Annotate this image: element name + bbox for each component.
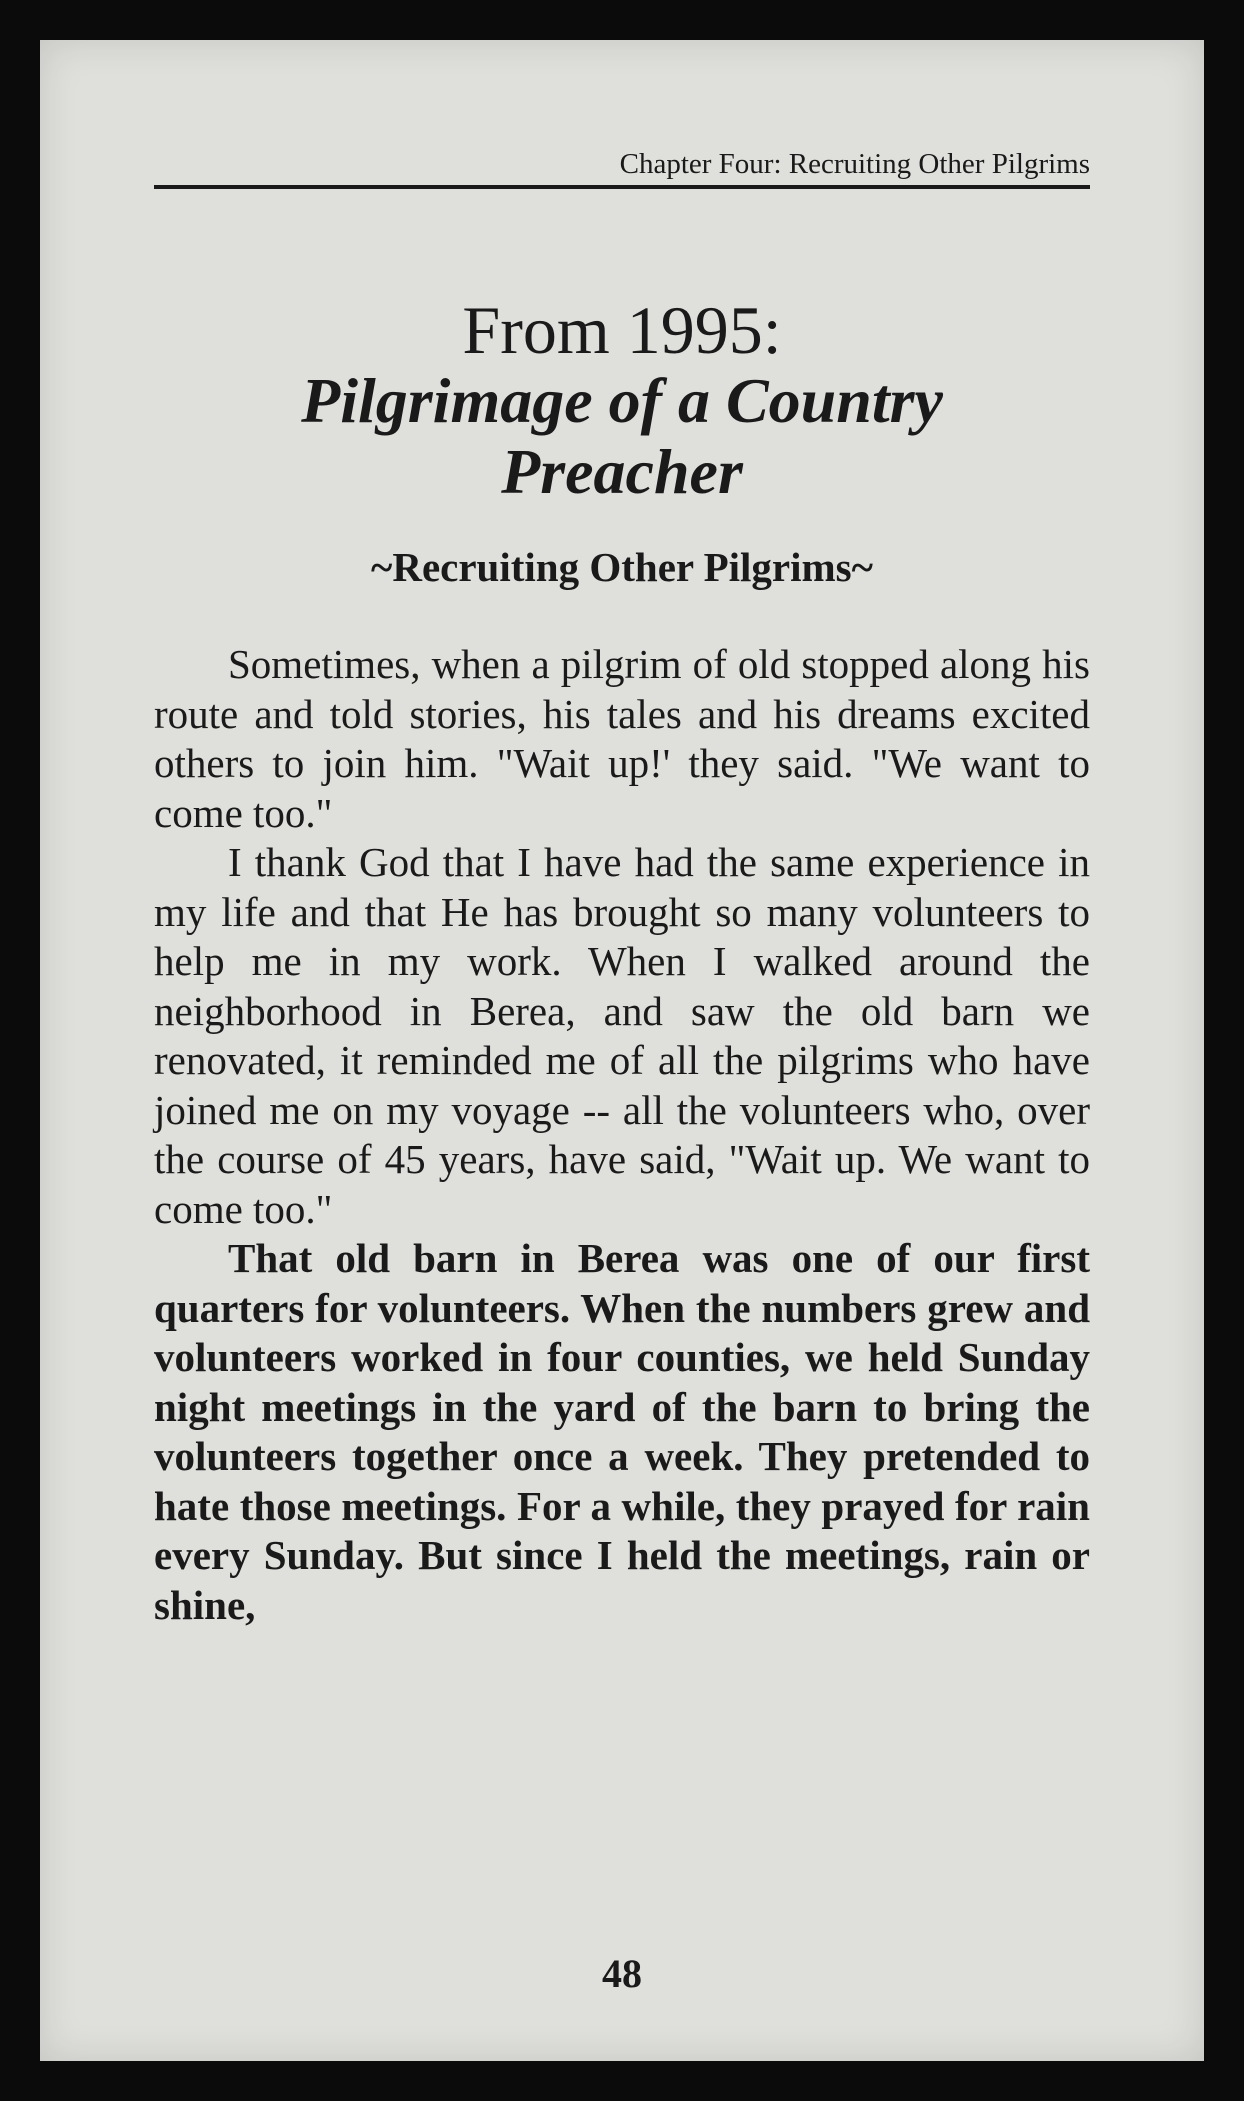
paragraph-2: I thank God that I have had the same experience in my life and that He has brought so many volunteers to help me in my work. When I walked around the neighborhood in Berea, and saw the old barn we renovated, it reminded me of all the pilgrims who have joined me on my voyage -- all the volunteers who, over the course of 45 years, have said, "Wait up. We want to come too." — [154, 839, 1090, 1232]
title-line-2: Pilgrimage of a Country — [301, 365, 943, 437]
running-header: Chapter Four: Recruiting Other Pilgrims — [154, 148, 1090, 189]
chapter-title — [154, 292, 1090, 507]
section-heading: ~Recruiting Other Pilgrims~ — [371, 544, 873, 590]
title-line-1: From 1995: — [462, 292, 782, 368]
title-line-3: Preacher — [501, 435, 743, 507]
book-page — [40, 40, 1204, 2061]
body-text — [154, 640, 1090, 1630]
paragraph-3: That old barn in Berea was one of our first quarters for volunteers. When the numbers grew and volunteers worked in four counties, we held Sunday night meetings in the yard of the barn to bring the volunteers together once a week. They pretended to hate those meetings. For a while, they prayed for rain every Sunday. But since I held the meetings, rain or shine, — [154, 1235, 1090, 1628]
page-number: 48 — [602, 1951, 642, 1996]
paragraph-1: Sometimes, when a pilgrim of old stopped along his route and told stories, his tales and his dreams excited others to join him. "Wait up!' they said. "We want to come too." — [154, 641, 1090, 836]
